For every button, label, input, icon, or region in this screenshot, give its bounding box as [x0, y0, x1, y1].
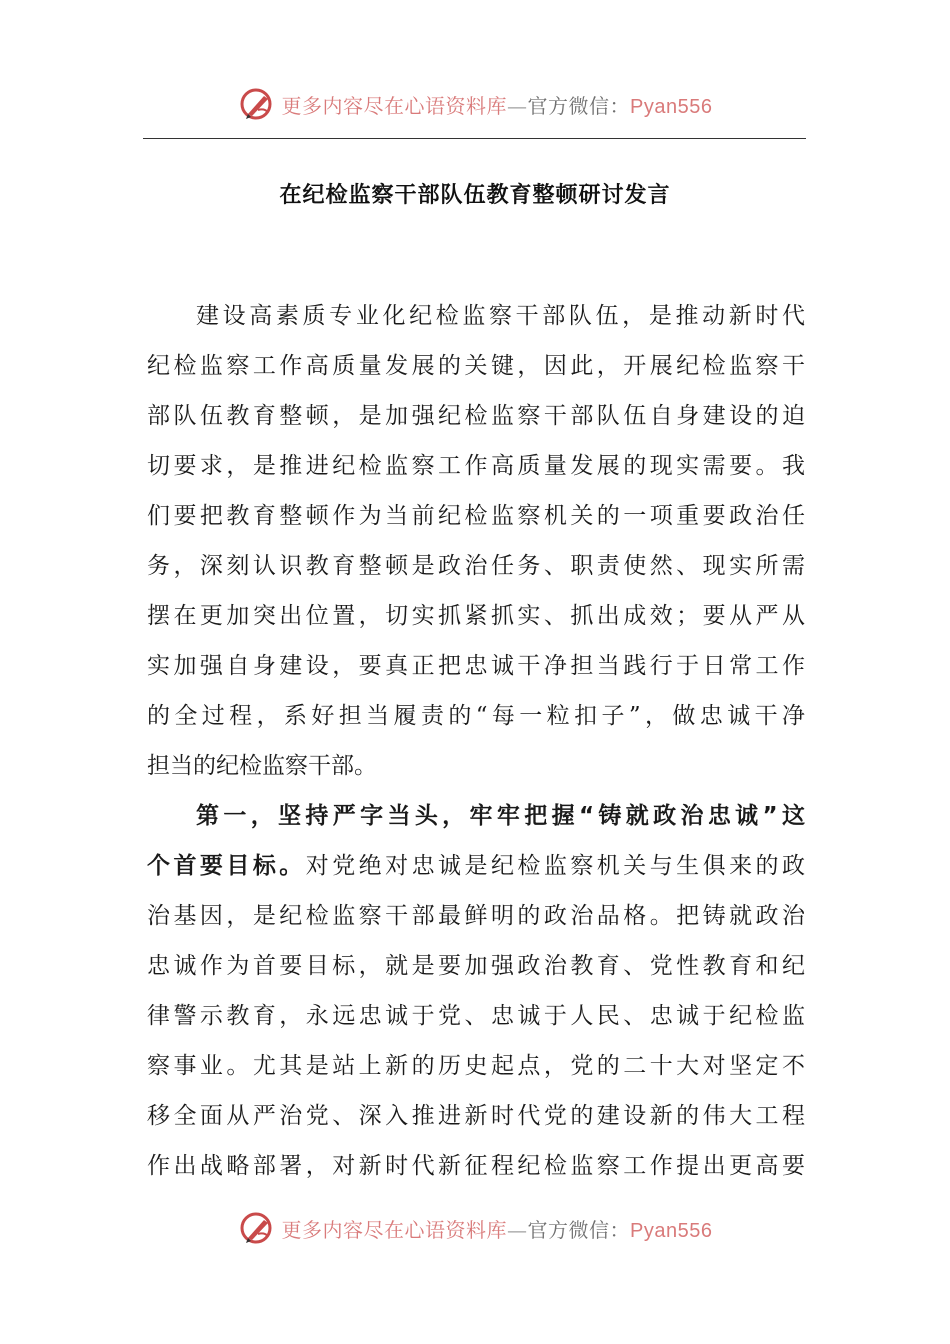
paragraph-2-line: 移全面从严治党、深入推进新时代党的建设新的伟大工程: [147, 1103, 805, 1129]
paragraph-1-line: 纪检监察工作高质量发展的关键，因此，开展纪检监察干: [147, 353, 805, 379]
paragraph-2-line: 察事业。尤其是站上新的历史起点，党的二十大对坚定不: [147, 1053, 805, 1079]
paragraph-1-line: 务，深刻认识教育整顿是政治任务、职责使然、现实所需: [147, 553, 805, 579]
section-heading-tail: 个首要目标。: [147, 853, 306, 879]
paragraph-1-line: 们要把教育整顿作为当前纪检监察机关的一项重要政治任: [147, 503, 805, 529]
paragraph-2-line: 治基因，是纪检监察干部最鲜明的政治品格。把铸就政治: [147, 903, 805, 929]
paragraph-2-line: 忠诚作为首要目标，就是要加强政治教育、党性教育和纪: [147, 953, 805, 979]
footer-watermark-banner: [0, 1208, 950, 1248]
header-watermark-banner: [0, 84, 950, 124]
section-heading-line: 第一，坚持严字当头，牢牢把握“铸就政治忠诚”这: [196, 803, 805, 829]
paragraph-1-line: 摆在更加突出位置，切实抓紧抓实、抓出成效；要从严从: [147, 603, 805, 629]
pen-logo-icon: [238, 1208, 278, 1248]
paragraph-1-line: 建设高素质专业化纪检监察干部队伍，是推动新时代: [196, 303, 805, 329]
paragraph-2-line: [147, 841, 805, 891]
header-divider: [143, 138, 806, 139]
banner-text: 更多内容尽在心语资料库—官方微信：Pyan556: [281, 1217, 713, 1242]
paragraph-1-line: 担当的纪检监察干部。: [147, 753, 377, 779]
paragraph-1-line: 切要求，是推进纪检监察工作高质量发展的现实需要。我: [147, 453, 805, 479]
banner-text: 更多内容尽在心语资料库—官方微信：Pyan556: [281, 93, 713, 118]
paragraph-1-line: 的全过程，系好担当履责的“每一粒扣子”，做忠诚干净: [147, 703, 805, 729]
paragraph-1-line: 实加强自身建设，要真正把忠诚干净担当践行于日常工作: [147, 653, 805, 679]
paragraph-2-text: 对党绝对忠诚是纪检监察机关与生俱来的政: [305, 853, 805, 879]
pen-logo-icon: [238, 84, 278, 124]
document-body: [147, 291, 805, 1191]
document-title: 在纪检监察干部队伍教育整顿研讨发言: [279, 183, 671, 208]
paragraph-2-line: 律警示教育，永远忠诚于党、忠诚于人民、忠诚于纪检监: [147, 1003, 805, 1029]
paragraph-2-line: 作出战略部署，对新时代新征程纪检监察工作提出更高要: [147, 1153, 805, 1179]
paragraph-1-line: 部队伍教育整顿，是加强纪检监察干部队伍自身建设的迫: [147, 403, 805, 429]
